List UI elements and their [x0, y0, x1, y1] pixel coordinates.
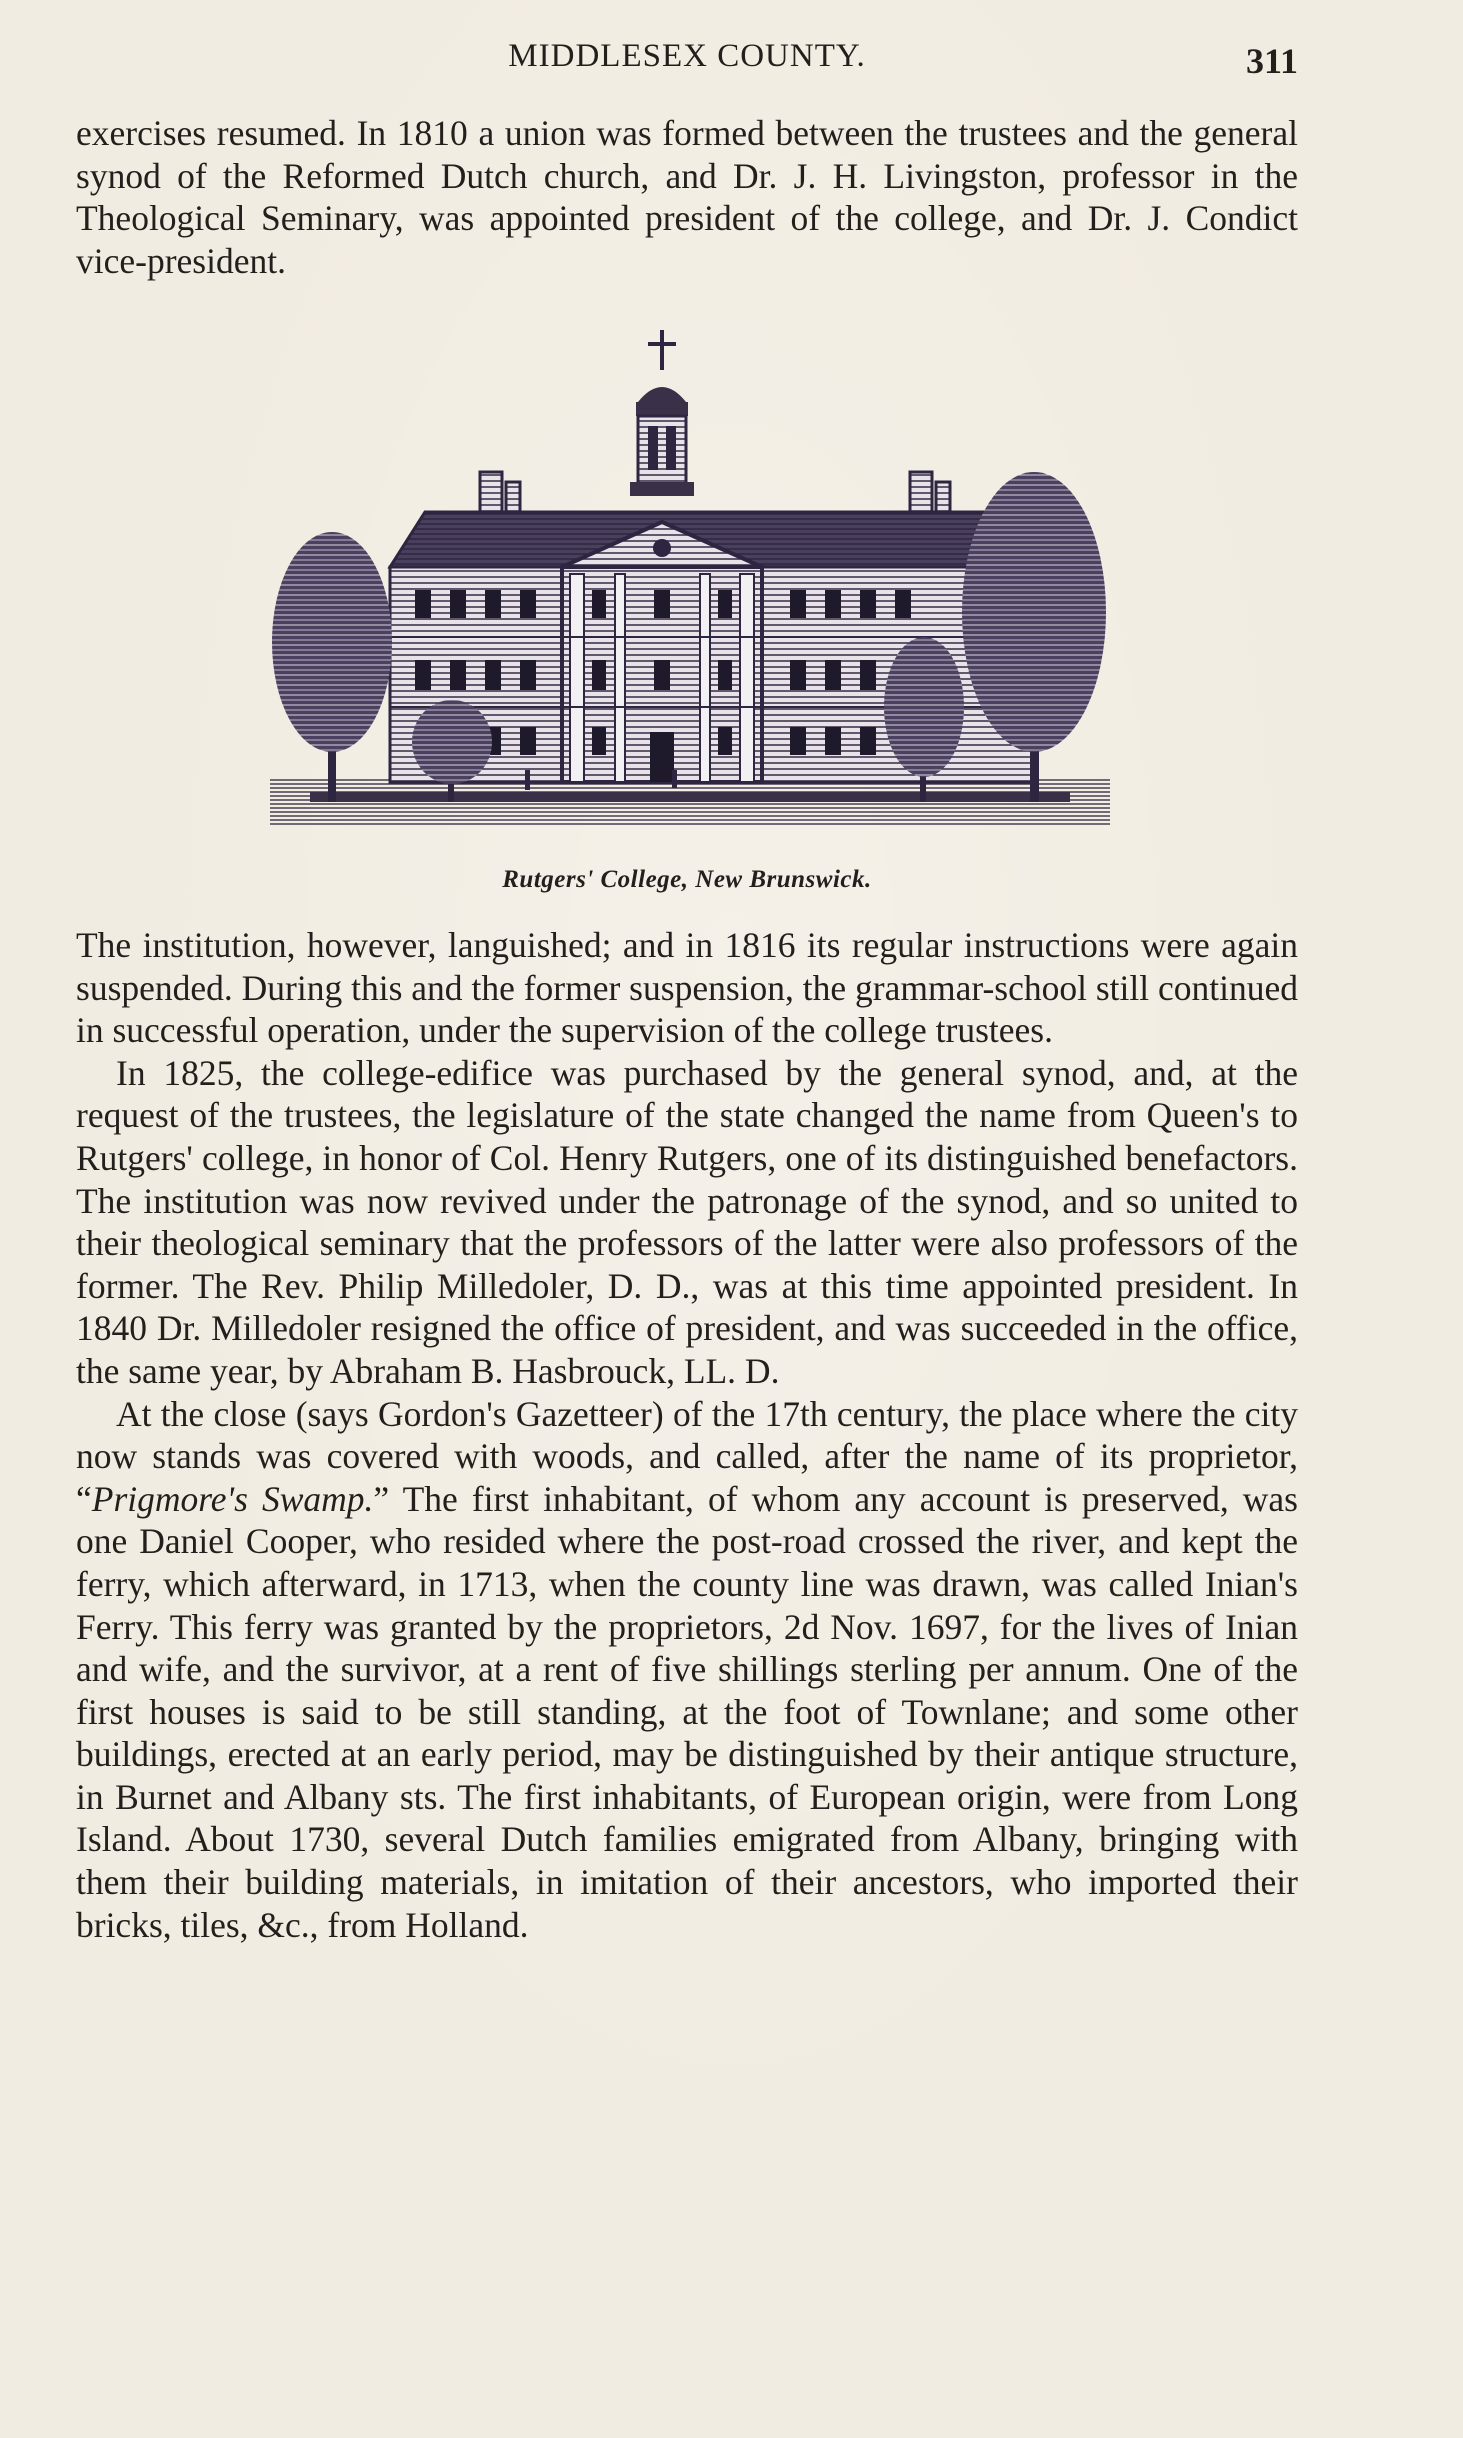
rutgers-college-engraving [270, 322, 1110, 842]
prigmores-swamp-quote: Prigmore's Swamp. [91, 1478, 374, 1519]
running-head [76, 34, 1298, 84]
gordon-text-before: At the close (says Gordon's Gazetteer) of the 17th century, the place where the city now stands was covered with woods, and called, after the name of its proprietor, “ [76, 1393, 1298, 1519]
paragraph-gordon [76, 1393, 1298, 1947]
page-number: 311 [1245, 41, 1298, 81]
intro-paragraph: exercises resumed. In 1810 a union was formed between the trustees and the general synod of the Reformed Dutch church, and Dr. J. H. Livingston, professor in the Theological Seminary, was appointed president of the college, and Dr. J. Condict vice-president. [76, 113, 1298, 281]
intro-text-block [76, 112, 1298, 282]
gordon-text-after: ” The first inhabitant, of whom any account is preserved, was one Daniel Cooper, who resided where the post-road crossed the river, and kept the ferry, which afterward, in 1713, when the county line was drawn, was called Inian's Ferry. This ferry was granted by the proprietors, 2d Nov. 1697, for the lives of Inian and wife, and the survivor, at a rent of five shillings sterling per annum. One of the first houses is said to be still standing, at the foot of Townlane; and some other buildings, erected at an early period, may be distinguished by their antique structure, in Burnet and Albany sts. The first inhabitants, of European origin, were from Long Island. About 1730, several Dutch families emigrated from Albany, bringing with them their building materials, in imitation of their ancestors, who imported their bricks, tiles, &c., from Holland. [76, 1478, 1298, 1945]
running-head-title: MIDDLESEX COUNTY. [508, 38, 866, 74]
main-text-block [76, 924, 1298, 1946]
paragraph-institution: The institution, however, languished; and in 1816 its regular instructions were again suspended. During this and the former suspension, the grammar-school still continued in successful operation, under the supervision of the college trustees. [76, 925, 1298, 1051]
figure-caption: Rutgers' College, New Brunswick. [502, 866, 872, 893]
paragraph-1825: In 1825, the college-edifice was purchased by the general synod, and, at the request of the trustees, the legislature of the state changed the name from Queen's to Rutgers' college, in honor of Col. Henry Rutgers, one of its distinguished benefactors. The institution was now revived under the patronage of the synod, and so united to their theological seminary that the professors of the latter were also professors of the former. The Rev. Philip Milledoler, D. D., was at this time appointed president. In 1840 Dr. Milledoler resigned the office of president, and was succeeded in the office, the same year, by Abraham B. Hasbrouck, LL. D. [76, 1052, 1298, 1391]
